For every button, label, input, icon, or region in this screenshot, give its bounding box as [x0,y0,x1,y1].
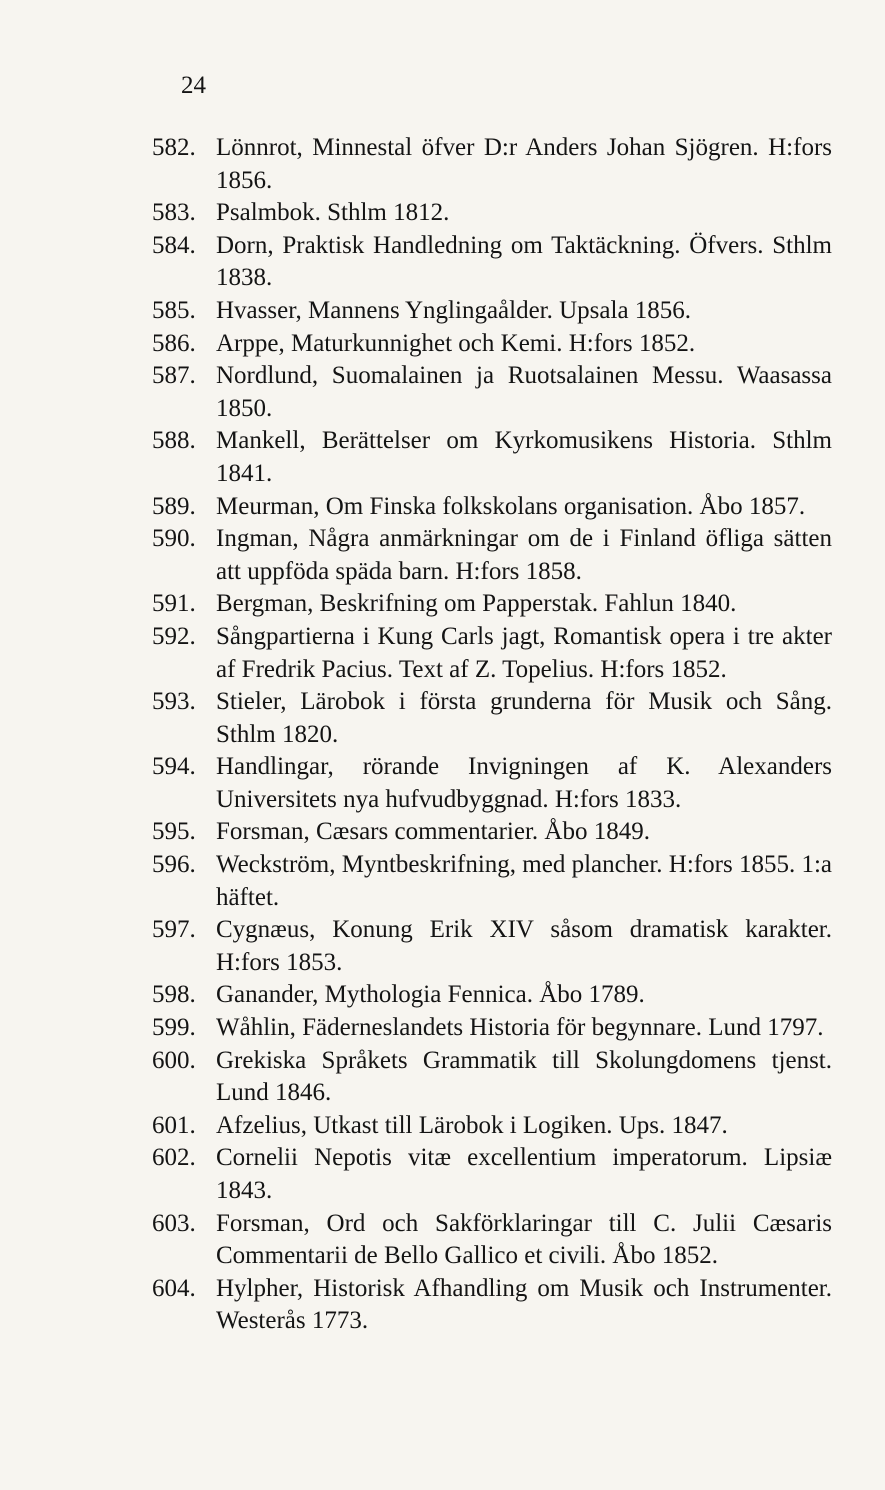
bibliography-list [0,132,885,1338]
list-item [0,849,885,914]
entry-number: 595. [152,818,196,846]
page-number: 24 [181,72,206,99]
entry-text: Sångpartierna i Kung Carls jagt, Romantisk opera i tre akter af Fredrik Pacius. Text af Z. Topelius. H:fors 1852. [216,622,832,683]
list-item [0,425,885,490]
entry-text: Mankell, Berättelser om Kyrkomusikens Historia. Sthlm 1841. [216,427,832,487]
list-item [0,588,885,621]
entry-text: Arppe, Maturkunnighet och Kemi. H:fors 1852. [216,329,696,357]
list-item [0,197,885,230]
entry-text: Hvasser, Mannens Ynglingaålder. Upsala 1856. [216,296,692,324]
list-item [0,1273,885,1338]
entry-number: 600. [152,1046,196,1074]
entry-number: 589. [152,492,196,520]
entry-number: 596. [152,851,196,879]
entry-number: 604. [152,1274,196,1302]
entry-text: Lönnrot, Minnestal öfver D:r Anders Johan Sjögren. H:fors 1856. [216,134,832,194]
list-item [0,1142,885,1207]
entry-text: Afzelius, Utkast till Lärobok i Logiken. Ups. 1847. [216,1111,728,1139]
entry-text: Bergman, Beskrifning om Papperstak. Fahlun 1840. [216,590,737,618]
entry-number: 594. [152,753,196,781]
entry-number: 603. [152,1209,196,1237]
entry-number: 599. [152,1014,196,1042]
list-item [0,1045,885,1110]
entry-number: 587. [152,362,196,390]
entry-text: Forsman, Cæsars commentarier. Åbo 1849. [216,818,650,846]
list-item [0,491,885,524]
list-item [0,914,885,979]
entry-number: 583. [152,199,196,227]
entry-number: 601. [152,1111,196,1139]
entry-text: Nordlund, Suomalainen ja Ruotsalainen Messu. Waasassa 1850. [216,362,832,422]
entry-text: Stieler, Lärobok i första grunderna för Musik och Sång. Sthlm 1820. [216,688,832,748]
list-item [0,751,885,816]
entry-number: 591. [152,590,196,618]
entry-text: Wåhlin, Fäderneslandets Historia för begynnare. Lund 1797. [216,1014,824,1042]
list-item [0,295,885,328]
entry-number: 588. [152,427,196,455]
entry-text: Cornelii Nepotis vitæ excellentium imperatorum. Lipsiæ 1843. [216,1144,832,1204]
entry-number: 586. [152,329,196,357]
list-item [0,686,885,751]
list-item [0,230,885,295]
entry-number: 582. [152,134,196,161]
entry-text: Forsman, Ord och Sakförklaringar till C. Julii Cæsaris Commentarii de Bello Gallico et civili. Åbo 1852. [216,1209,832,1270]
list-item [0,1012,885,1045]
entry-text: Dorn, Praktisk Handledning om Taktäckning. Öfvers. Sthlm 1838. [216,231,832,292]
list-item [0,1110,885,1143]
list-item [0,328,885,361]
entry-number: 597. [152,916,196,944]
list-item [0,979,885,1012]
entry-text: Meurman, Om Finska folkskolans organisation. Åbo 1857. [216,492,806,520]
list-item [0,132,885,197]
list-item [0,360,885,425]
entry-number: 592. [152,622,196,650]
entry-text: Cygnæus, Konung Erik XIV såsom dramatisk karakter. H:fors 1853. [216,916,832,976]
list-item [0,523,885,588]
entry-number: 602. [152,1144,196,1172]
entry-number: 590. [152,525,196,553]
entry-number: 584. [152,231,196,259]
entry-text: Handlingar, rörande Invigningen af K. Alexanders Universitets nya hufvudbyggnad. H:fors 1833. [216,753,832,813]
entry-text: Grekiska Språkets Grammatik till Skolungdomens tjenst. Lund 1846. [216,1046,832,1107]
entry-text: Ingman, Några anmärkningar om de i Finland öfliga sätten att uppföda späda barn. H:fors 1858. [216,525,832,585]
entry-text: Ganander, Mythologia Fennica. Åbo 1789. [216,981,645,1009]
list-item [0,621,885,686]
entry-number: 598. [152,981,196,1009]
entry-text: Weckström, Myntbeskrifning, med plancher. H:fors 1855. 1:a häftet. [216,851,832,911]
entry-number: 585. [152,296,196,324]
entry-text: Psalmbok. Sthlm 1812. [216,199,450,227]
entry-number: 593. [152,688,196,716]
list-item [0,1208,885,1273]
list-item [0,816,885,849]
entry-text: Hylpher, Historisk Afhandling om Musik och Instrumenter. Westerås 1773. [216,1274,832,1335]
